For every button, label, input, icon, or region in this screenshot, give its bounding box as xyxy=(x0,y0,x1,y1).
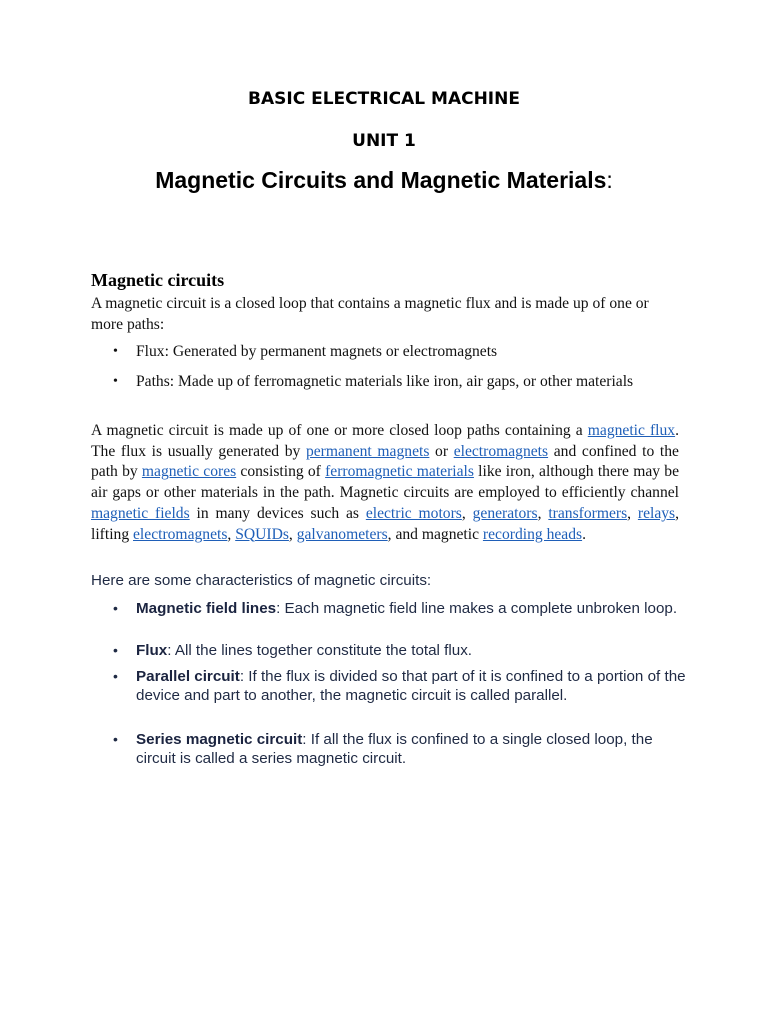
intro-text: A magnetic circuit is a closed loop that contains a magnetic flux and is made up of one or more paths: xyxy=(91,295,649,333)
unit-title: UNIT 1 xyxy=(352,131,416,151)
topic-title-text: Magnetic Circuits and Magnetic Materials xyxy=(155,167,607,193)
characteristic-term: Series magnetic circuit xyxy=(136,731,303,748)
list-item-text: Flux: Generated by permanent magnets or electromagnets xyxy=(136,343,498,360)
characteristic-desc: : If the flux is divided so that part of it is confined to a portion of the device and part to another, the magnetic circuit is called parallel. xyxy=(136,668,686,704)
characteristic-desc: : If all the flux is confined to a single closed loop, the circuit is called a series magnetic circuit. xyxy=(136,731,653,767)
link-electric-motors[interactable]: electric motors xyxy=(365,504,462,522)
paragraph-text: , xyxy=(227,525,236,543)
characteristic-term: Magnetic field lines xyxy=(136,600,277,617)
list-item-text xyxy=(136,641,691,660)
paragraph-text: . xyxy=(582,525,586,543)
link-transformers[interactable]: transformers xyxy=(548,504,628,522)
topic-title-colon: : xyxy=(606,167,613,193)
bullet-dot: • xyxy=(113,344,118,359)
paragraph-text: , and magnetic xyxy=(387,525,483,543)
paragraph-text: , lifting xyxy=(91,504,680,543)
list-item-text xyxy=(136,667,691,705)
link-permanent-magnets[interactable]: permanent magnets xyxy=(305,442,430,460)
paragraph-text: and confined to the path by xyxy=(91,442,679,481)
bullet-dot: • xyxy=(113,668,118,684)
paragraph-text: , xyxy=(537,504,549,522)
body-paragraph xyxy=(91,421,679,545)
paragraph-text: . The flux is usually generated by xyxy=(91,422,679,460)
paragraph-text: consisting of xyxy=(236,463,326,481)
paragraph-text: A magnetic circuit is made up of one or more closed loop paths containing a xyxy=(91,422,588,439)
topic-title xyxy=(0,167,768,194)
bullet-dot: • xyxy=(113,374,118,389)
paragraph-text: , xyxy=(461,504,473,522)
characteristic-desc: : Each magnetic field line makes a complete unbroken loop. xyxy=(276,600,678,617)
characteristic-term: Parallel circuit xyxy=(136,668,240,685)
bullet-dot: • xyxy=(113,731,118,747)
list-item-text: Paths: Made up of ferromagnetic materials like iron, air gaps, or other materials xyxy=(136,373,634,390)
link-relays[interactable]: relays xyxy=(637,504,676,522)
link-ferromagnetic-materials[interactable]: ferromagnetic materials xyxy=(325,463,474,481)
course-title: BASIC ELECTRICAL MACHINE xyxy=(248,89,520,109)
paragraph-text: or xyxy=(429,442,454,460)
section-heading: Magnetic circuits xyxy=(91,270,225,290)
link-generators[interactable]: generators xyxy=(472,504,538,522)
link-magnetic-cores[interactable]: magnetic cores xyxy=(141,463,237,481)
list-item-text xyxy=(136,599,691,618)
link-squids[interactable]: SQUIDs xyxy=(235,525,289,543)
paragraph-text: in many devices such as xyxy=(189,504,366,522)
characteristic-term: Flux xyxy=(136,642,168,659)
link-magnetic-flux[interactable]: magnetic flux xyxy=(587,422,676,439)
link-recording-heads[interactable]: recording heads xyxy=(482,525,583,543)
paragraph-text: , xyxy=(627,504,638,522)
list-item-text xyxy=(136,730,691,768)
characteristic-desc: : All the lines together constitute the total flux. xyxy=(167,642,473,659)
bullet-dot: • xyxy=(113,600,118,616)
paragraph-text: like iron, although there may be air gaps or other materials in the path. Magnetic circuits are employed to efficiently channel xyxy=(91,463,679,502)
characteristics-intro: Here are some characteristics of magnetic circuits: xyxy=(91,572,432,589)
link-magnetic-fields[interactable]: magnetic fields xyxy=(91,504,190,522)
link-galvanometers[interactable]: galvanometers xyxy=(296,525,388,543)
link-electromagnets[interactable]: electromagnets xyxy=(453,442,549,460)
link-lifting-electromagnets[interactable]: electromagnets xyxy=(133,525,228,543)
bullet-dot: • xyxy=(113,642,118,658)
paragraph-text: , xyxy=(288,525,297,543)
